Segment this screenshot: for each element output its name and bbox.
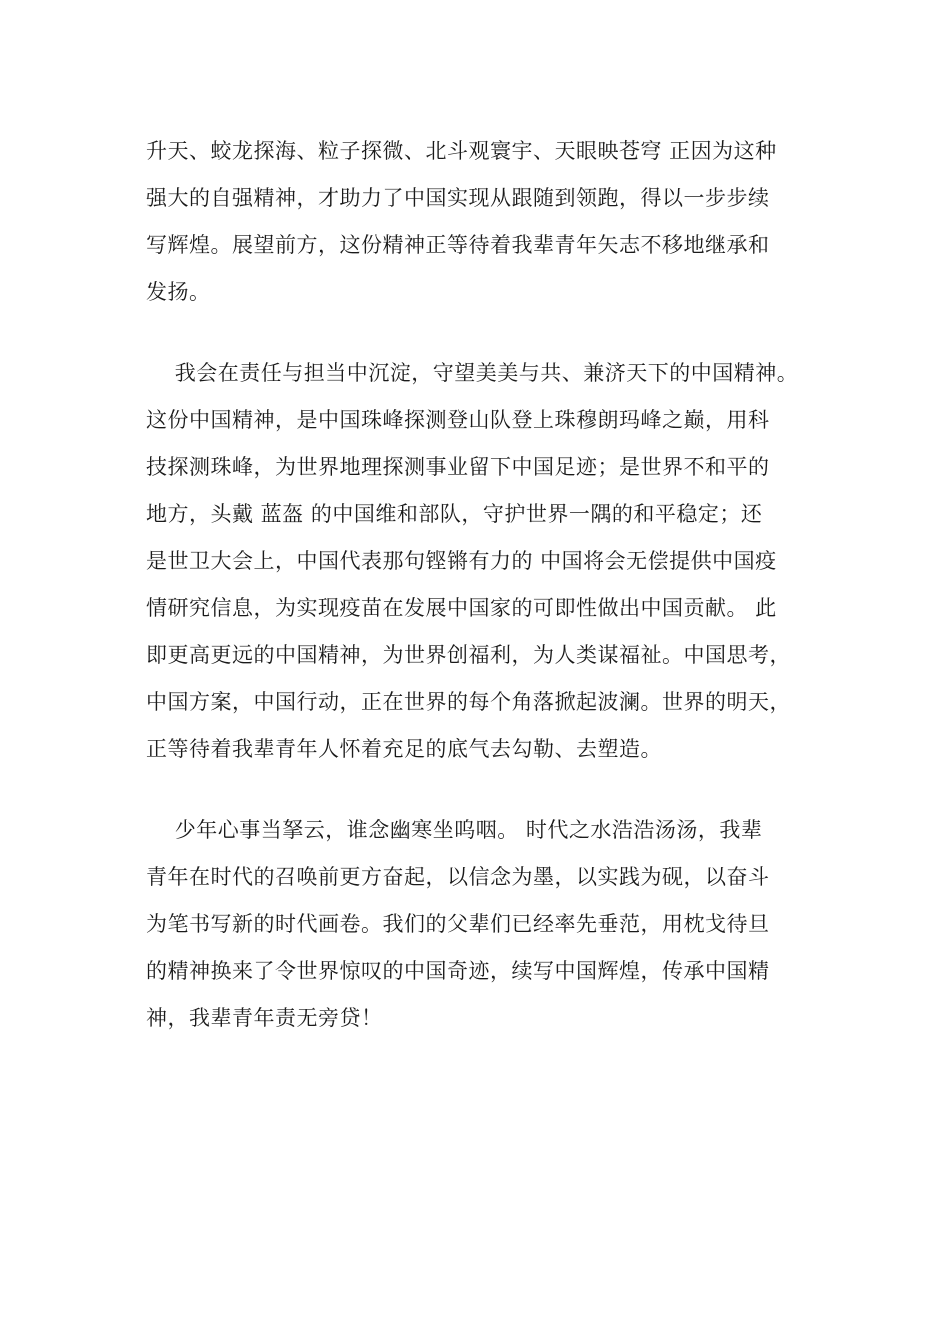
paragraph-line: 少年心事当拏云，谁念幽寒坐呜咽。 时代之水浩浩汤汤，我辈 <box>146 818 763 842</box>
paragraph-line: 我会在责任与担当中沉淀，守望美美与共、兼济天下的中国精神。 <box>146 361 799 385</box>
paragraph-line: 技探测珠峰，为世界地理探测事业留下中国足迹；是世界不和平的 <box>146 455 770 479</box>
paragraph-line: 写辉煌。展望前方，这份精神正等待着我辈青年矢志不移地继承和 <box>146 233 770 257</box>
paragraph-line: 的精神换来了令世界惊叹的中国奇迹，续写中国辉煌，传承中国精 <box>146 959 770 983</box>
paragraph-line: 神，我辈青年责无旁贷！ <box>146 1006 383 1030</box>
paragraph-line: 正等待着我辈青年人怀着充足的底气去勾勒、去塑造。 <box>146 737 662 761</box>
paragraph-line: 情研究信息，为实现疫苗在发展中国家的可即性做出中国贡献。 此 <box>146 596 777 620</box>
paragraph-line: 地方，头戴 蓝盔 的中国维和部队，守护世界一隅的和平稳定；还 <box>146 502 763 526</box>
paragraph-line: 即更高更远的中国精神，为世界创福利，为人类谋福祉。中国思考， <box>146 643 791 667</box>
paragraph-1 <box>146 128 846 316</box>
paragraph-line: 中国方案，中国行动，正在世界的每个角落掀起波澜。世界的明天， <box>146 690 791 714</box>
paragraph-3 <box>146 807 846 1042</box>
paragraph-line: 这份中国精神，是中国珠峰探测登山队登上珠穆朗玛峰之巅，用科 <box>146 408 770 432</box>
paragraph-2 <box>146 350 846 773</box>
paragraph-line: 青年在时代的召唤前更方奋起，以信念为墨，以实践为砚，以奋斗 <box>146 865 770 889</box>
paragraph-line: 强大的自强精神，才助力了中国实现从跟随到领跑，得以一步步续 <box>146 186 770 210</box>
paragraph-line: 发扬。 <box>146 280 211 304</box>
paragraph-line: 是世卫大会上，中国代表那句铿锵有力的 中国将会无偿提供中国疫 <box>146 549 777 573</box>
paragraph-line: 升天、蛟龙探海、粒子探微、北斗观寰宇、天眼映苍穹 正因为这种 <box>146 139 777 163</box>
paragraph-line: 为笔书写新的时代画卷。我们的父辈们已经率先垂范，用枕戈待旦 <box>146 912 770 936</box>
